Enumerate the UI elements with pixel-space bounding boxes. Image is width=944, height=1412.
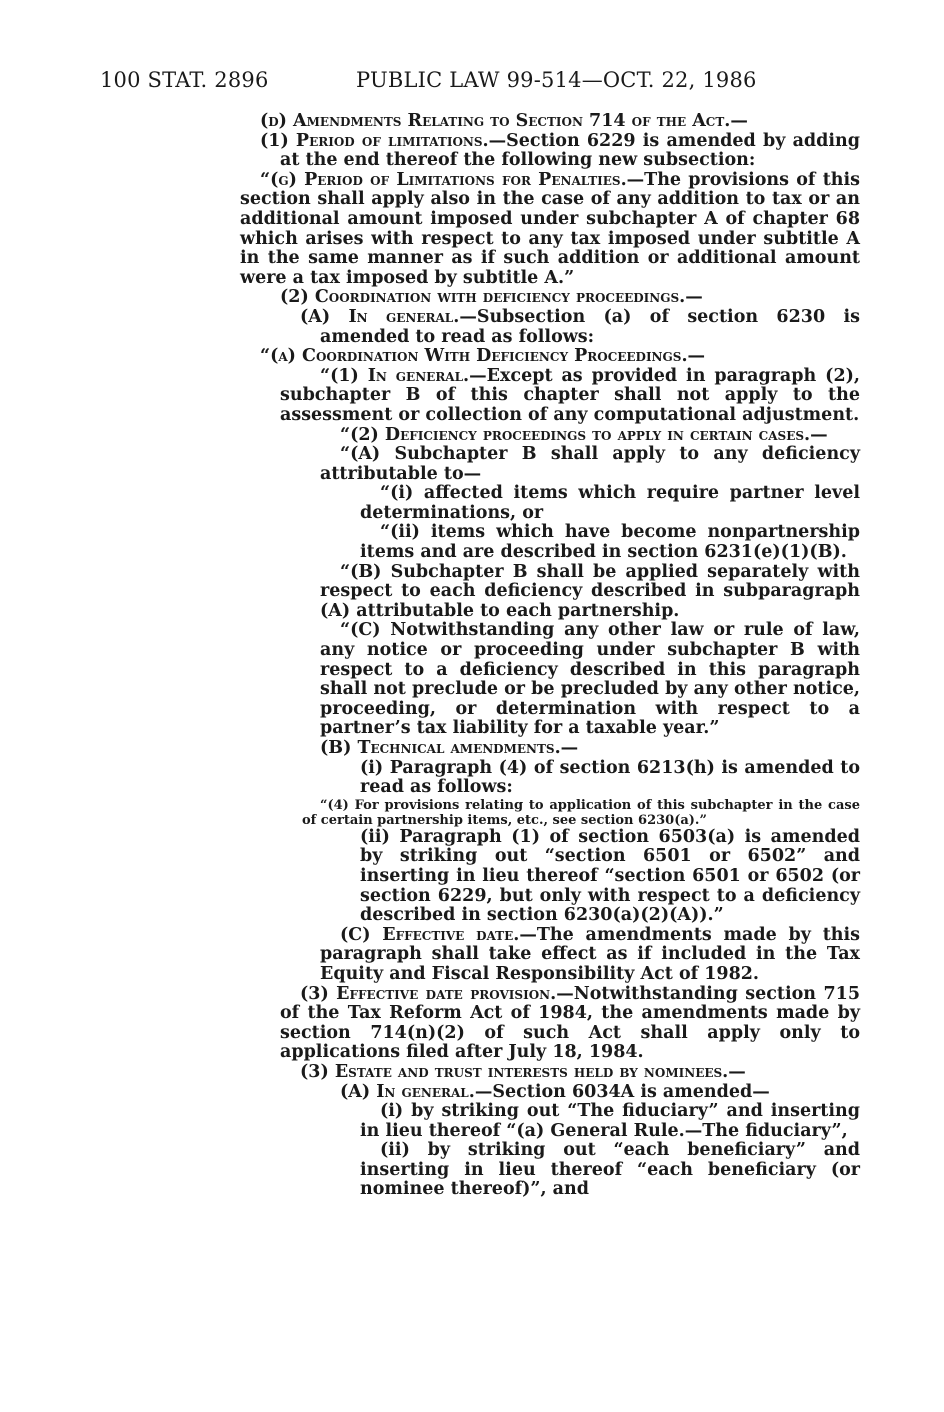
paragraph-2-heading: (2) Coordination with deficiency proceedings.— [280,287,703,308]
quoted-paragraph-2-heading: “(2) Deficiency proceedings to apply in certain cases.— [340,424,828,445]
quoted-paragraph-1: “(1) In general.—Except as provided in paragraph (2), subchapter B of this chapter shall not apply to the assessment or collection of any computational adjustment. [280,365,860,425]
estate-clause-i: (i) by striking out “The fiduciary” and inserting in lieu thereof “(a) General Rule.—The fiduciary”, [360,1101,860,1141]
quoted-subparagraph-c: “(C) Notwithstanding any other law or rule of law, any notice or proceeding under subchapter B with respect to a deficiency described in this paragraph shall not preclude or be precluded by any other notice, proceeding, or determination with respect to a partner’s tax liability for a taxable year.” [320,620,860,739]
clause-i: (i) Paragraph (4) of section 6213(h) is amended to read as follows: [360,757,860,798]
subparagraph-a: (A) In general.—Subsection (a) of section 6230 is amended to read as follows: [300,306,860,347]
subparagraph-c-effective-date: (C) Effective date.—The amendments made by this paragraph shall take effect as if included in the Tax Equity and Fiscal Responsibility Act of 1982. [320,924,861,984]
quoted-subparagraph-a: “(A) Subchapter B shall apply to any deficiency attributable to— [320,444,860,484]
quoted-subsection-a-heading: “(a) Coordination With Deficiency Proceedings.— [260,346,706,367]
paragraph-3-estate-heading: (3) Estate and trust interests held by nominees.— [300,1061,746,1082]
quoted-subsection-g: “(g) Period of Limitations for Penalties.—The provisions of this section shall apply also in the case of any addition to tax or an additional amount imposed under subchapter A of chapter 68 which arises with respect to any tax imposed under subtitle A in the same manner as if such addition or additional amount were a tax imposed by subtitle A.” [240,169,861,288]
estate-subparagraph-a: (A) In general.—Section 6034A is amended— [340,1081,770,1102]
clause-ii: (ii) Paragraph (1) of section 6503(a) is amended by striking out “section 6501 or 6502” and inserting in lieu thereof “section 6501 or 6502 (or section 6229, but only with respect to a deficiency described in section 6230(a)(2)(A)).” [360,826,860,926]
subparagraph-b-heading: (B) Technical amendments.— [320,738,579,758]
estate-clause-ii: (ii) by striking out “each beneficiary” and inserting in lieu thereof “each beneficiary (or nominee thereof)”, and [360,1140,860,1200]
quoted-paragraph-4: “(4) For provisions relating to application of this subchapter in the case of certain partnership items, etc., see section 6230(a).” [302,797,860,828]
paragraph-1: (1) Period of limitations.—Section 6229 is amended by adding at the end thereof the following new subsection: [260,130,860,171]
quoted-clause-i: “(i) affected items which require partner level determinations, or [360,483,860,523]
quoted-subparagraph-b: “(B) Subchapter B shall be applied separately with respect to each deficiency described in subparagraph (A) attributable to each partnership. [320,561,860,621]
subsection-d-heading: (d) Amendments Relating to Section 714 of the Act.— [260,111,748,131]
quoted-clause-ii: “(ii) items which have become nonpartnership items and are described in section 6231(e)(1)(B). [360,522,860,563]
statute-text [240,112,860,1200]
paragraph-3-effective-date-provision: (3) Effective date provision.—Notwithstanding section 715 of the Tax Reform Act of 1984, the amendments made by section 714(n)(2) of such Act shall apply only to applications filed after July 18, 1984. [280,983,860,1063]
page-citation: 100 STAT. 2896 [100,68,269,92]
running-head: PUBLIC LAW 99-514—OCT. 22, 1986 [356,68,757,92]
